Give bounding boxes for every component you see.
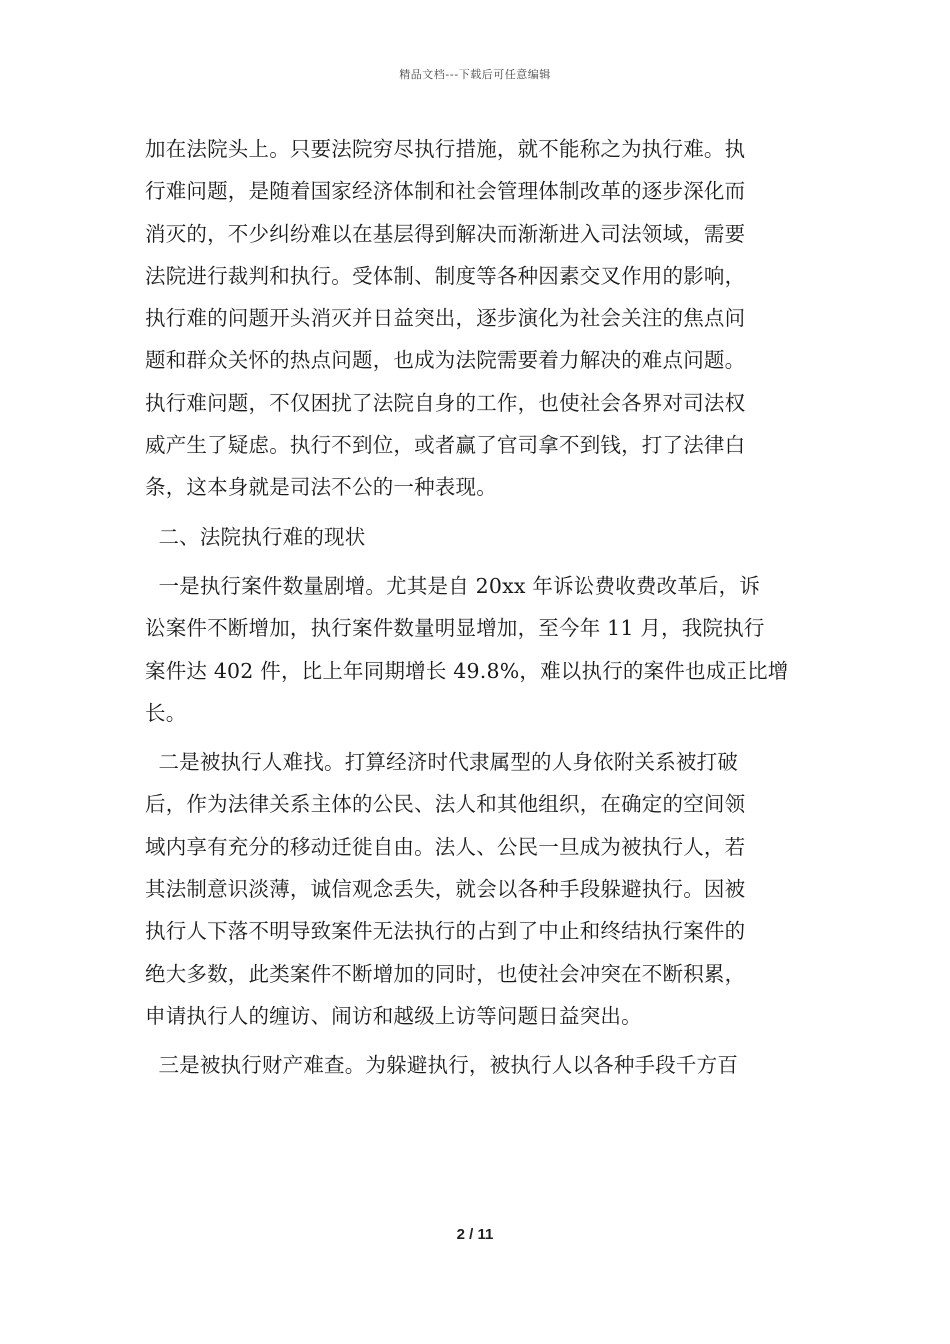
page-number: 2 / 11 <box>456 1226 494 1243</box>
paragraph-intro: 加在法院头上。只要法院穷尽执行措施，就不能称之为执行难。执 行难问题，是随着国家经济体制和社会管理体制改革的逐步深化而 消灭的，不少纠纷难以在基层得到解决而渐渐进入司法领域，需要 法院进行裁判和执行。受体制、制度等各种因素交叉作用的影响， 执行难的问题开头消灭并日益突出，逐步演化为社会关注的焦点问 题和群众关怀的热点问题，也成为法院需要着力解决的难点问题。 执行难问题，不仅困扰了法院自身的工作，也使社会各界对司法权 威产生了疑虑。执行不到位，或者赢了官司拿不到钱，打了法律白 条，这本身就是司法不公的一种表现。 <box>145 137 746 500</box>
section-heading: 二、法院执行难的现状 <box>145 524 366 549</box>
paragraph-point-one: 一是执行案件数量剧增。尤其是自 20xx 年诉讼费收费改革后，诉 讼案件不断增加，执行案件数量明显增加，至今年 11 月，我院执行 案件达 402 件，比上年同期增长 49.8%，难以执行的案件也成正比增 长。 <box>145 573 789 725</box>
paragraph-point-two: 二是被执行人难找。打算经济时代隶属型的人身依附关系被打破 后，作为法律关系主体的公民、法人和其他组织，在确定的空间领 域内享有充分的移动迁徙自由。法人、公民一旦成为被执行人，若 其法制意识淡薄，诚信观念丢失，就会以各种手段躲避执行。因被 执行人下落不明导致案件无法执行的占到了中止和终结执行案件的 绝大多数，此类案件不断增加的同时，也使社会冲突在不断积累， 申请执行人的缠访、闹访和越级上访等问题日益突出。 <box>145 750 746 1028</box>
page-header: 精品文档---下载后可任意编辑 <box>399 68 551 81</box>
document-body <box>145 128 807 1094</box>
paragraph-point-three: 三是被执行财产难查。为躲避执行，被执行人以各种手段千方百 <box>145 1053 739 1078</box>
